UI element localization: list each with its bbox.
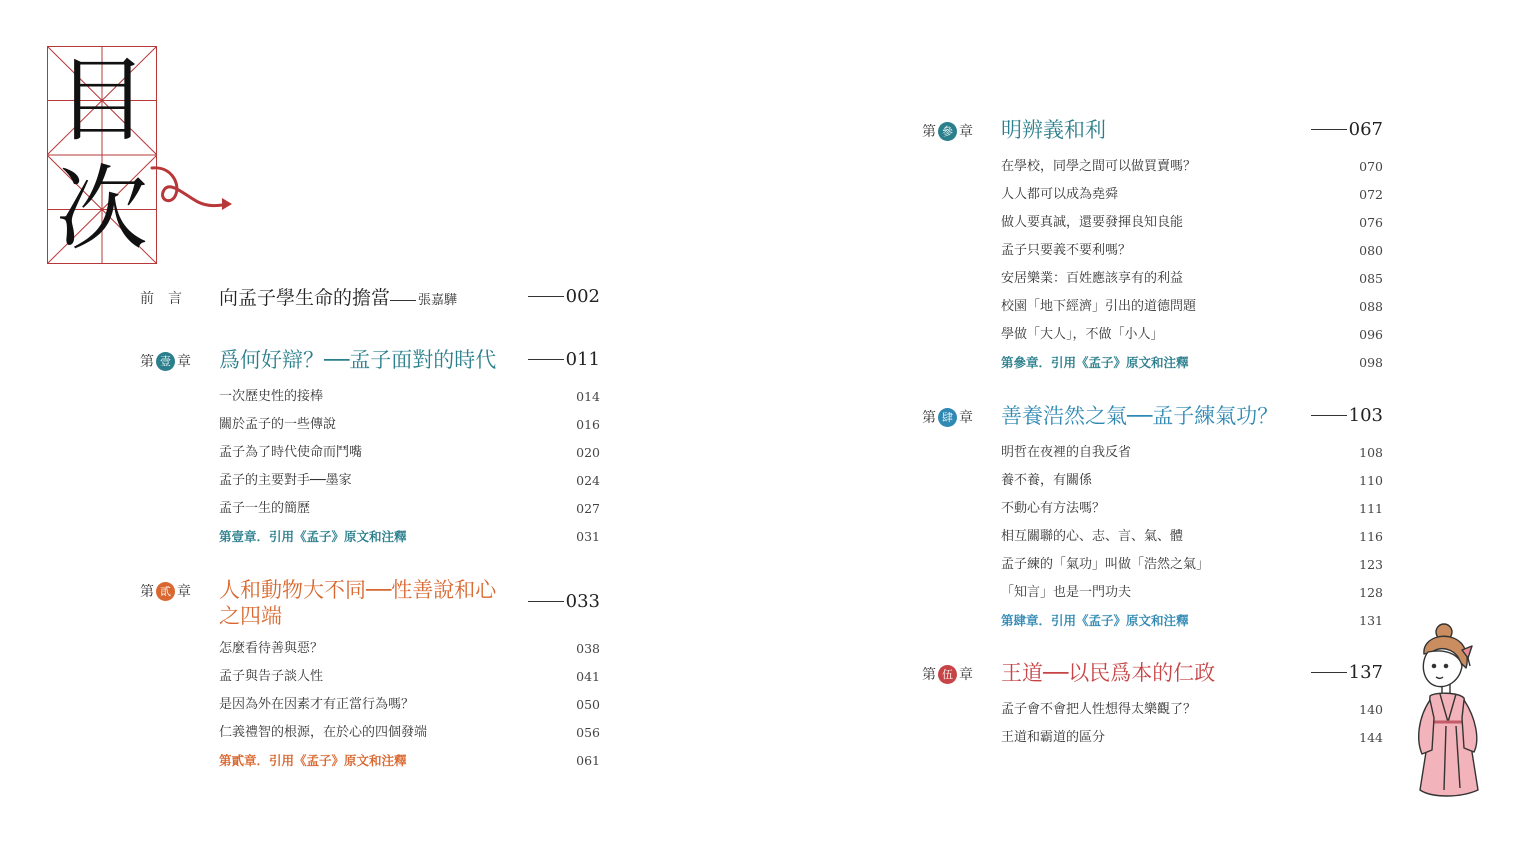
chapter-items (922, 153, 1383, 377)
chapter-label: 第 壹 章 (140, 351, 191, 371)
list-item: 孟子練的「氣功」叫做「浩然之氣」 123 (1001, 557, 1383, 572)
list-item: 一次歷史性的接棒 014 (219, 389, 600, 404)
list-item: 不動心有方法嗎？ 111 (1001, 501, 1383, 516)
list-item: 相互關聯的心、志、言、氣、體 116 (1001, 529, 1383, 544)
chapter-items (140, 635, 600, 775)
chapter-title: 王道──以民爲本的仁政 (1001, 661, 1216, 685)
list-item: 養不養，有關係 110 (1001, 473, 1383, 488)
chapter-items (922, 439, 1383, 635)
swirl-arrow-icon (150, 160, 240, 220)
list-item: 做人要真誠，還要發揮良知良能 076 (1001, 215, 1383, 230)
title-grid (47, 46, 157, 264)
chapter-title: 善養浩然之氣──孟子練氣功？ (1001, 404, 1279, 428)
list-item: 孟子一生的簡歷 027 (219, 501, 600, 516)
citation-item: 第壹章．引用《孟子》原文和注釋 031 (219, 529, 600, 544)
chapter-4 (922, 403, 1383, 635)
title-char-ci: 次 (55, 155, 148, 263)
list-item: 是因為外在因素才有正當行為嗎？ 050 (219, 697, 600, 712)
list-item: 在學校，同學之間可以做買賣嗎？ 070 (1001, 159, 1383, 174)
chapter-badge: 貳 (156, 582, 175, 601)
chapter-label: 第 貳 章 (140, 581, 191, 601)
preface-author: 張嘉驊 (418, 293, 458, 308)
list-item: 孟子為了時代使命而鬥嘴 020 (219, 445, 600, 460)
list-item: 王道和霸道的區分 144 (1001, 730, 1383, 745)
list-item: 怎麼看待善與惡？ 038 (219, 641, 600, 656)
chapter-label: 第 伍 章 (922, 664, 973, 684)
preface-page: 002 (528, 286, 600, 307)
chapter-badge: 壹 (156, 352, 175, 371)
list-item: 明哲在夜裡的自我反省 108 (1001, 445, 1383, 460)
list-item: 孟子只要義不要利嗎？ 080 (1001, 243, 1383, 258)
chapter-page: 033 (528, 591, 600, 612)
chapter-title: 爲何好辯？──孟子面對的時代 (219, 348, 497, 372)
chapter-items (140, 383, 600, 551)
list-item: 孟子的主要對手──墨家 024 (219, 473, 600, 488)
chapter-label: 第 參 章 (922, 121, 973, 141)
list-item: 孟子與告子談人性 041 (219, 669, 600, 684)
citation-item: 第貳章．引用《孟子》原文和注釋 061 (219, 753, 600, 768)
chapter-1 (140, 347, 600, 551)
list-item: 校園「地下經濟」引出的道德問題 088 (1001, 299, 1383, 314)
list-item: 關於孟子的一些傳說 016 (219, 417, 600, 432)
chapter-badge: 伍 (938, 665, 957, 684)
preface-label: 前 言 (140, 291, 182, 307)
preface-entry (140, 284, 600, 314)
chapter-items (922, 696, 1383, 752)
chapter-title: 人和動物大不同──性善說和心之四端 (219, 578, 497, 628)
chapter-badge: 肆 (938, 408, 957, 427)
list-item: 「知言」也是一門功夫 128 (1001, 585, 1383, 600)
girl-illustration (1410, 622, 1490, 800)
chapter-page: 137 (1311, 662, 1383, 683)
chapter-3 (922, 117, 1383, 377)
chapter-page: 067 (1311, 119, 1383, 140)
title-char-mu: 目 (55, 46, 148, 154)
list-item: 人人都可以成為堯舜 072 (1001, 187, 1383, 202)
preface-title-line (219, 284, 549, 314)
citation-item: 第肆章．引用《孟子》原文和注釋 131 (1001, 613, 1383, 628)
chapter-badge: 參 (938, 122, 957, 141)
chapter-label: 第 肆 章 (922, 407, 973, 427)
list-item: 安居樂業：百姓應該享有的利益 085 (1001, 271, 1383, 286)
chapter-2 (140, 577, 600, 775)
list-item: 學做「大人」，不做「小人」 096 (1001, 327, 1383, 342)
list-item: 孟子會不會把人性想得太樂觀了？ 140 (1001, 702, 1383, 717)
preface-title: 向孟子學生命的擔當 (219, 287, 391, 309)
citation-item: 第參章．引用《孟子》原文和注釋 098 (1001, 355, 1383, 370)
chapter-5 (922, 660, 1383, 752)
chapter-title: 明辨義和利 (1001, 118, 1106, 142)
chapter-page: 103 (1311, 405, 1383, 426)
list-item: 仁義禮智的根源，在於心的四個發端 056 (219, 725, 600, 740)
right-page (770, 0, 1540, 862)
chapter-page: 011 (528, 349, 600, 370)
